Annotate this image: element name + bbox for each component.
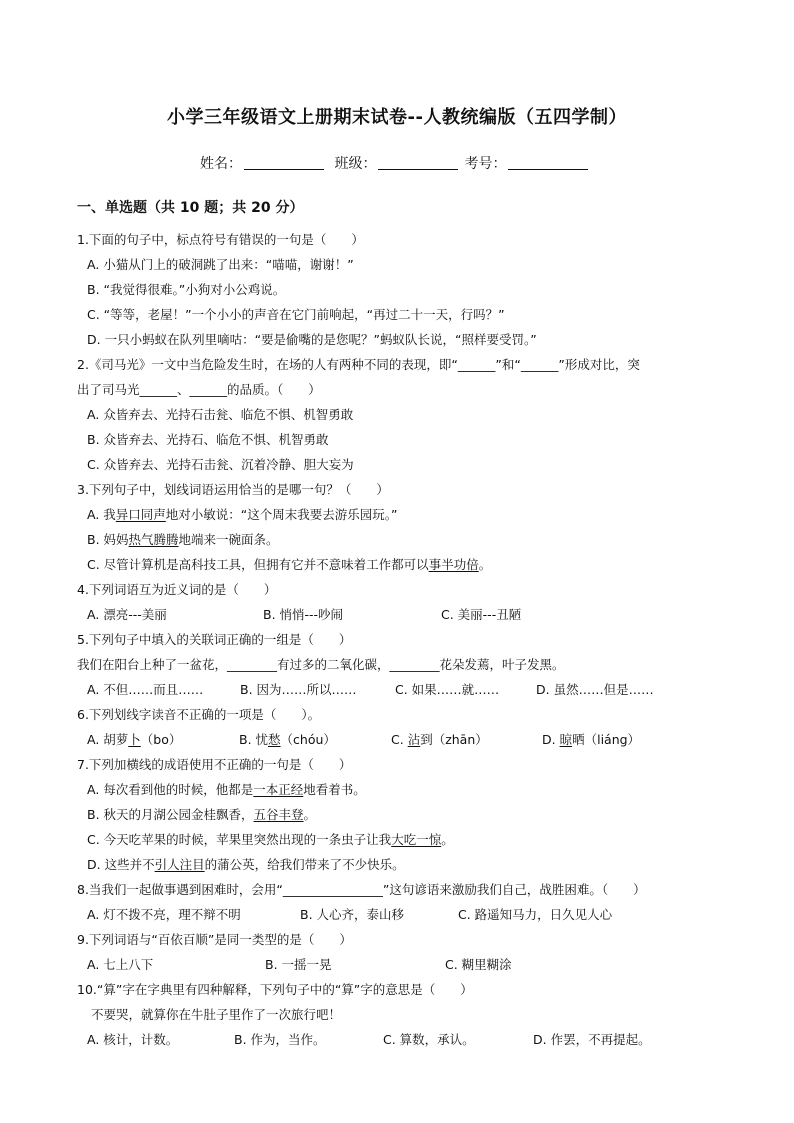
question-9-option-a[interactable]: A. 七上八下: [87, 957, 154, 972]
underlined-char: 晾: [559, 732, 573, 747]
exam-number-label: 考号：: [464, 156, 507, 172]
question-1-option-c[interactable]: C. “等等，老屋！”一个小小的声音在它门前响起，“再过二十一天，行吗？”: [87, 307, 505, 322]
question-9-stem: 9.下列词语与“百依百顺”是同一类型的是（ ）: [77, 932, 352, 947]
question-5-option-c[interactable]: C. 如果……就……: [395, 682, 500, 697]
question-7-option-b[interactable]: [87, 807, 316, 823]
underlined-idiom: 大吃一惊: [391, 832, 442, 847]
option-text: 地端来一碗面条。: [178, 532, 279, 547]
option-text: 到（zhān）: [420, 732, 488, 747]
question-8-option-a[interactable]: A. 灯不拨不亮，理不辩不明: [87, 907, 241, 922]
question-6-stem: 6.下列划线字读音不正确的一项是（ ）。: [77, 707, 321, 722]
question-2-option-a[interactable]: A. 众皆弃去、光持石击瓮、临危不惧、机智勇敢: [87, 407, 354, 422]
question-3-option-b[interactable]: [87, 532, 279, 548]
option-text: A. 每次看到他的时候，他都是: [87, 782, 254, 797]
question-4-stem: 4.下列词语互为近义词的是（ ）: [77, 582, 277, 597]
option-text: 地对小敏说：“这个周末我要去游乐园玩。”: [165, 507, 398, 522]
question-3-stem: 3.下列句子中，划线词语运用恰当的是哪一句？（ ）: [77, 482, 389, 497]
option-text: D. 这些并不: [87, 857, 155, 872]
option-text: （chóu）: [280, 732, 336, 747]
underlined-idiom: 一本正经: [253, 782, 304, 797]
underlined-idiom: 五谷丰登: [253, 807, 304, 822]
underlined-word: 异口同声: [115, 507, 166, 522]
question-8-stem: 8.当我们一起做事遇到困难时，会用“________________”这句谚语来激励我们自己，战胜困难。（ ）: [77, 882, 646, 897]
question-1-option-b[interactable]: B. “我觉得很难。”小狗对小公鸡说。: [87, 282, 286, 297]
question-2-stem: 2.《司马光》一文中当危险发生时，在场的人有两种不同的表现，即“______”和“______”形成对比，突: [77, 357, 640, 372]
question-7-option-a[interactable]: [87, 782, 366, 798]
page-title: 小学三年级语文上册期末试卷--人教统编版（五四学制）: [167, 107, 627, 128]
question-6-option-b[interactable]: [239, 732, 336, 748]
section-heading: 一、单选题（共 10 题；共 20 分）: [77, 200, 304, 216]
question-9-option-c[interactable]: C. 糊里糊涂: [445, 957, 512, 972]
question-10-option-a[interactable]: A. 核计，计数。: [87, 1032, 179, 1047]
question-3-option-c[interactable]: [87, 557, 491, 573]
question-10-option-d[interactable]: D. 作罢，不再提起。: [533, 1032, 651, 1047]
name-label: 姓名：: [200, 156, 242, 172]
question-10-stem: 10.“算”字在字典里有四种解释，下列句子中的“算”字的意思是（ ）: [77, 982, 473, 997]
question-5-option-b[interactable]: B. 因为……所以……: [240, 682, 357, 697]
question-8-option-b[interactable]: B. 人心齐，泰山移: [300, 907, 405, 922]
question-3-option-a[interactable]: [87, 507, 398, 523]
question-4-option-a[interactable]: A. 漂亮---美丽: [87, 607, 167, 622]
option-text: 晒（liáng）: [572, 732, 641, 747]
underlined-char: 沾: [407, 732, 421, 747]
name-blank[interactable]: [244, 155, 324, 170]
option-text: 。: [478, 557, 492, 572]
question-1-stem: 1.下面的句子中，标点符号有错误的一句是（ ）: [77, 232, 364, 247]
option-text: 。: [441, 832, 454, 847]
question-2-option-b[interactable]: B. 众皆弃去、光持石、临危不惧、机智勇敢: [87, 432, 329, 447]
question-5-option-a[interactable]: A. 不但……而且……: [87, 682, 204, 697]
question-2-stem-cont: 出了司马光______、______的品质。（ ）: [77, 382, 321, 397]
question-2-option-c[interactable]: C. 众皆弃去、光持石击瓮、沉着冷静、胆大妄为: [87, 457, 354, 472]
exam-number-blank[interactable]: [508, 155, 588, 170]
underlined-word: 热气腾腾: [128, 532, 179, 547]
question-10-sentence: 不要哭，就算你在牛肚子里作了一次旅行吧！: [91, 1007, 342, 1022]
question-1-option-a[interactable]: A. 小猫从门上的破洞跳了出来：“喵喵，谢谢！”: [87, 257, 354, 272]
option-text: C.: [391, 732, 408, 747]
question-5-stem: 5.下列句子中填入的关联词正确的一组是（ ）: [77, 632, 352, 647]
option-text: C. 今天吃苹果的时候，苹果里突然出现的一条虫子让我: [87, 832, 392, 847]
question-5-sentence: 我们在阳台上种了一盆花，________有过多的二氧化碳，________花朵发蔫，叶子发黑。: [77, 657, 565, 672]
option-text: A. 胡萝: [87, 732, 129, 747]
question-7-stem: 7.下列加横线的成语使用不正确的一句是（ ）: [77, 757, 352, 772]
question-1-option-d[interactable]: D. 一只小蚂蚁在队列里嘀咕：“要是偷嘴的是您呢？”蚂蚁队长说，“照样要受罚。”: [87, 332, 537, 347]
question-4-option-c[interactable]: C. 美丽---丑陋: [441, 607, 522, 622]
underlined-idiom: 引人注目: [154, 857, 205, 872]
option-text: （bo）: [140, 732, 182, 747]
option-text: B. 秋天的月湖公园金桂飘香，: [87, 807, 254, 822]
option-text: D.: [542, 732, 560, 747]
underlined-char: 卜: [128, 732, 141, 747]
question-7-option-d[interactable]: [87, 857, 405, 873]
question-9-option-b[interactable]: B. 一摇一晃: [265, 957, 332, 972]
question-6-option-a[interactable]: [87, 732, 181, 748]
question-8-option-c[interactable]: C. 路遥知马力，日久见人心: [458, 907, 613, 922]
question-7-option-c[interactable]: [87, 832, 454, 848]
option-text: 地看着书。: [303, 782, 366, 797]
underlined-word: 事半功倍: [428, 557, 479, 572]
underlined-char: 愁: [268, 732, 281, 747]
question-10-option-b[interactable]: B. 作为，当作。: [234, 1032, 326, 1047]
option-text: B. 忧: [239, 732, 269, 747]
question-6-option-d[interactable]: [542, 732, 640, 748]
question-4-option-b[interactable]: B. 悄悄---吵闹: [263, 607, 344, 622]
option-text: B. 妈妈: [87, 532, 129, 547]
option-text: A. 我: [87, 507, 116, 522]
question-10-option-c[interactable]: C. 算数，承认。: [383, 1032, 475, 1047]
class-blank[interactable]: [378, 155, 458, 170]
class-label: 班级：: [334, 156, 377, 172]
question-5-option-d[interactable]: D. 虽然……但是……: [536, 682, 654, 697]
question-6-option-c[interactable]: [391, 732, 488, 748]
option-text: C. 尽管计算机是高科技工具，但拥有它并不意味着工作都可以: [87, 557, 429, 572]
option-text: 的蒲公英，给我们带来了不少快乐。: [204, 857, 405, 872]
option-text: 。: [303, 807, 317, 822]
student-info-row: [200, 153, 594, 173]
